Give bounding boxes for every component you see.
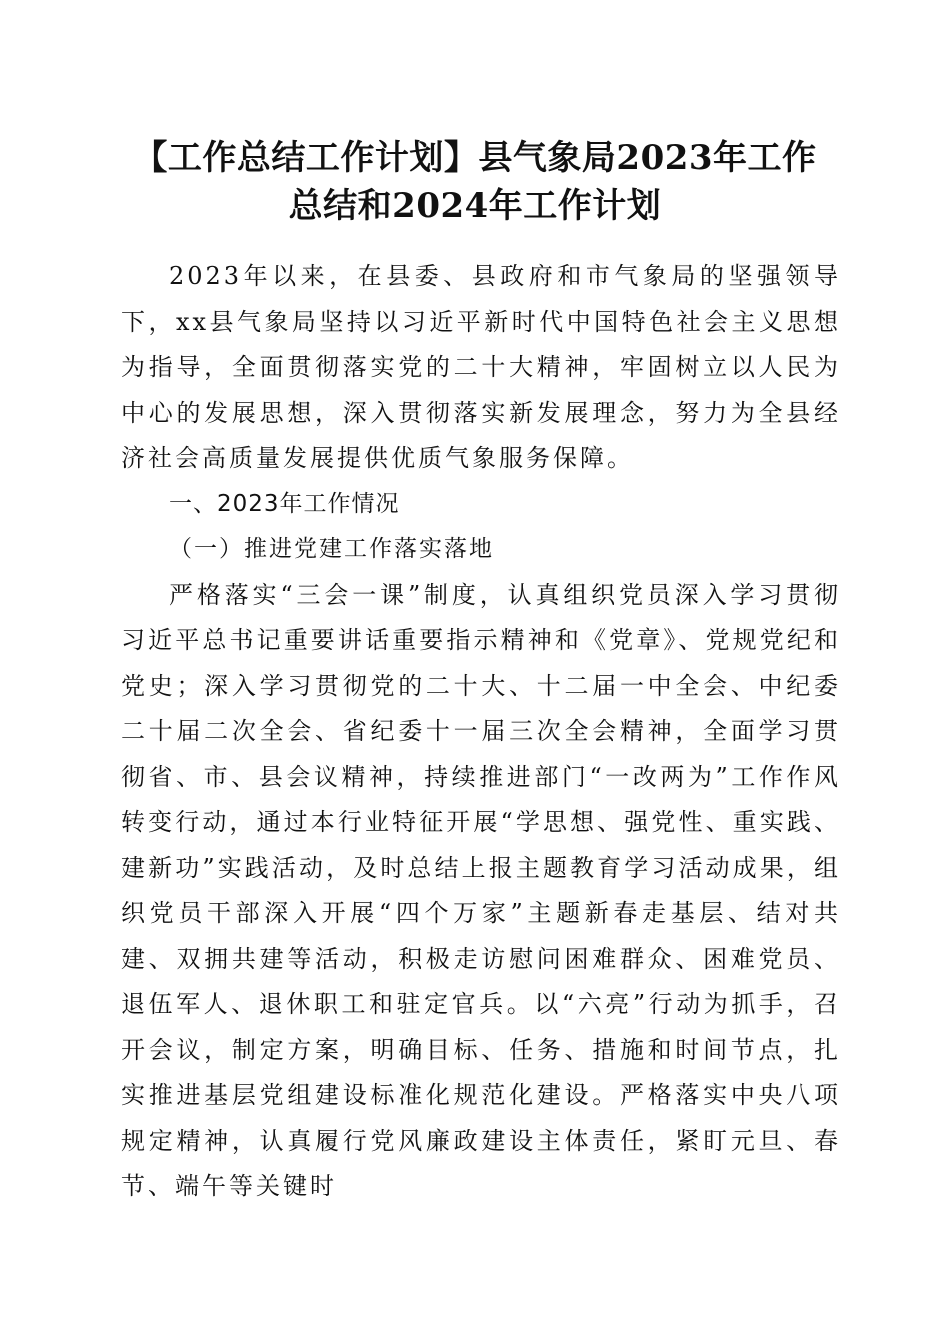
- intro-paragraph: 2023年以来，在县委、县政府和市气象局的坚强领导下，xx县气象局坚持以习近平新时代中国特色社会主义思想为指导，全面贯彻落实党的二十大精神，牢固树立以人民为中心的发展思想，深入贯彻落实新发展理念，努力为全县经济社会高质量发展提供优质气象服务保障。: [121, 262, 841, 472]
- subsection-heading-1: （一）推进党建工作落实落地: [169, 536, 494, 562]
- title-line-1: 【工作总结工作计划】县气象局2023年工作: [133, 138, 817, 178]
- document-body: [121, 254, 841, 1210]
- document-title: [110, 134, 840, 230]
- subsection-1-paragraph: 严格落实“三会一课”制度，认真组织党员深入学习贯彻习近平总书记重要讲话重要指示精神和《党章》、党规党纪和党史；深入学习贯彻党的二十大、十二届一中全会、中纪委二十届二次全会、省纪委十一届三次全会精神，全面学习贯彻省、市、县会议精神，持续推进部门“一改两为”工作作风转变行动，通过本行业特征开展“学思想、强党性、重实践、建新功”实践活动，及时总结上报主题教育学习活动成果，组织党员干部深入开展“四个万家”主题新春走基层、结对共建、双拥共建等活动，积极走访慰问困难群众、困难党员、退伍军人、退休职工和驻定官兵。以“六亮”行动为抓手，召开会议，制定方案，明确目标、任务、措施和时间节点，扎实推进基层党组建设标准化规范化建设。严格落实中央八项规定精神，认真履行党风廉政建设主体责任，紧盯元旦、春节、端午等关键时: [121, 580, 841, 1200]
- title-line-2: 总结和2024年工作计划: [288, 186, 662, 226]
- section-heading-1: 一、2023年工作情况: [169, 490, 400, 517]
